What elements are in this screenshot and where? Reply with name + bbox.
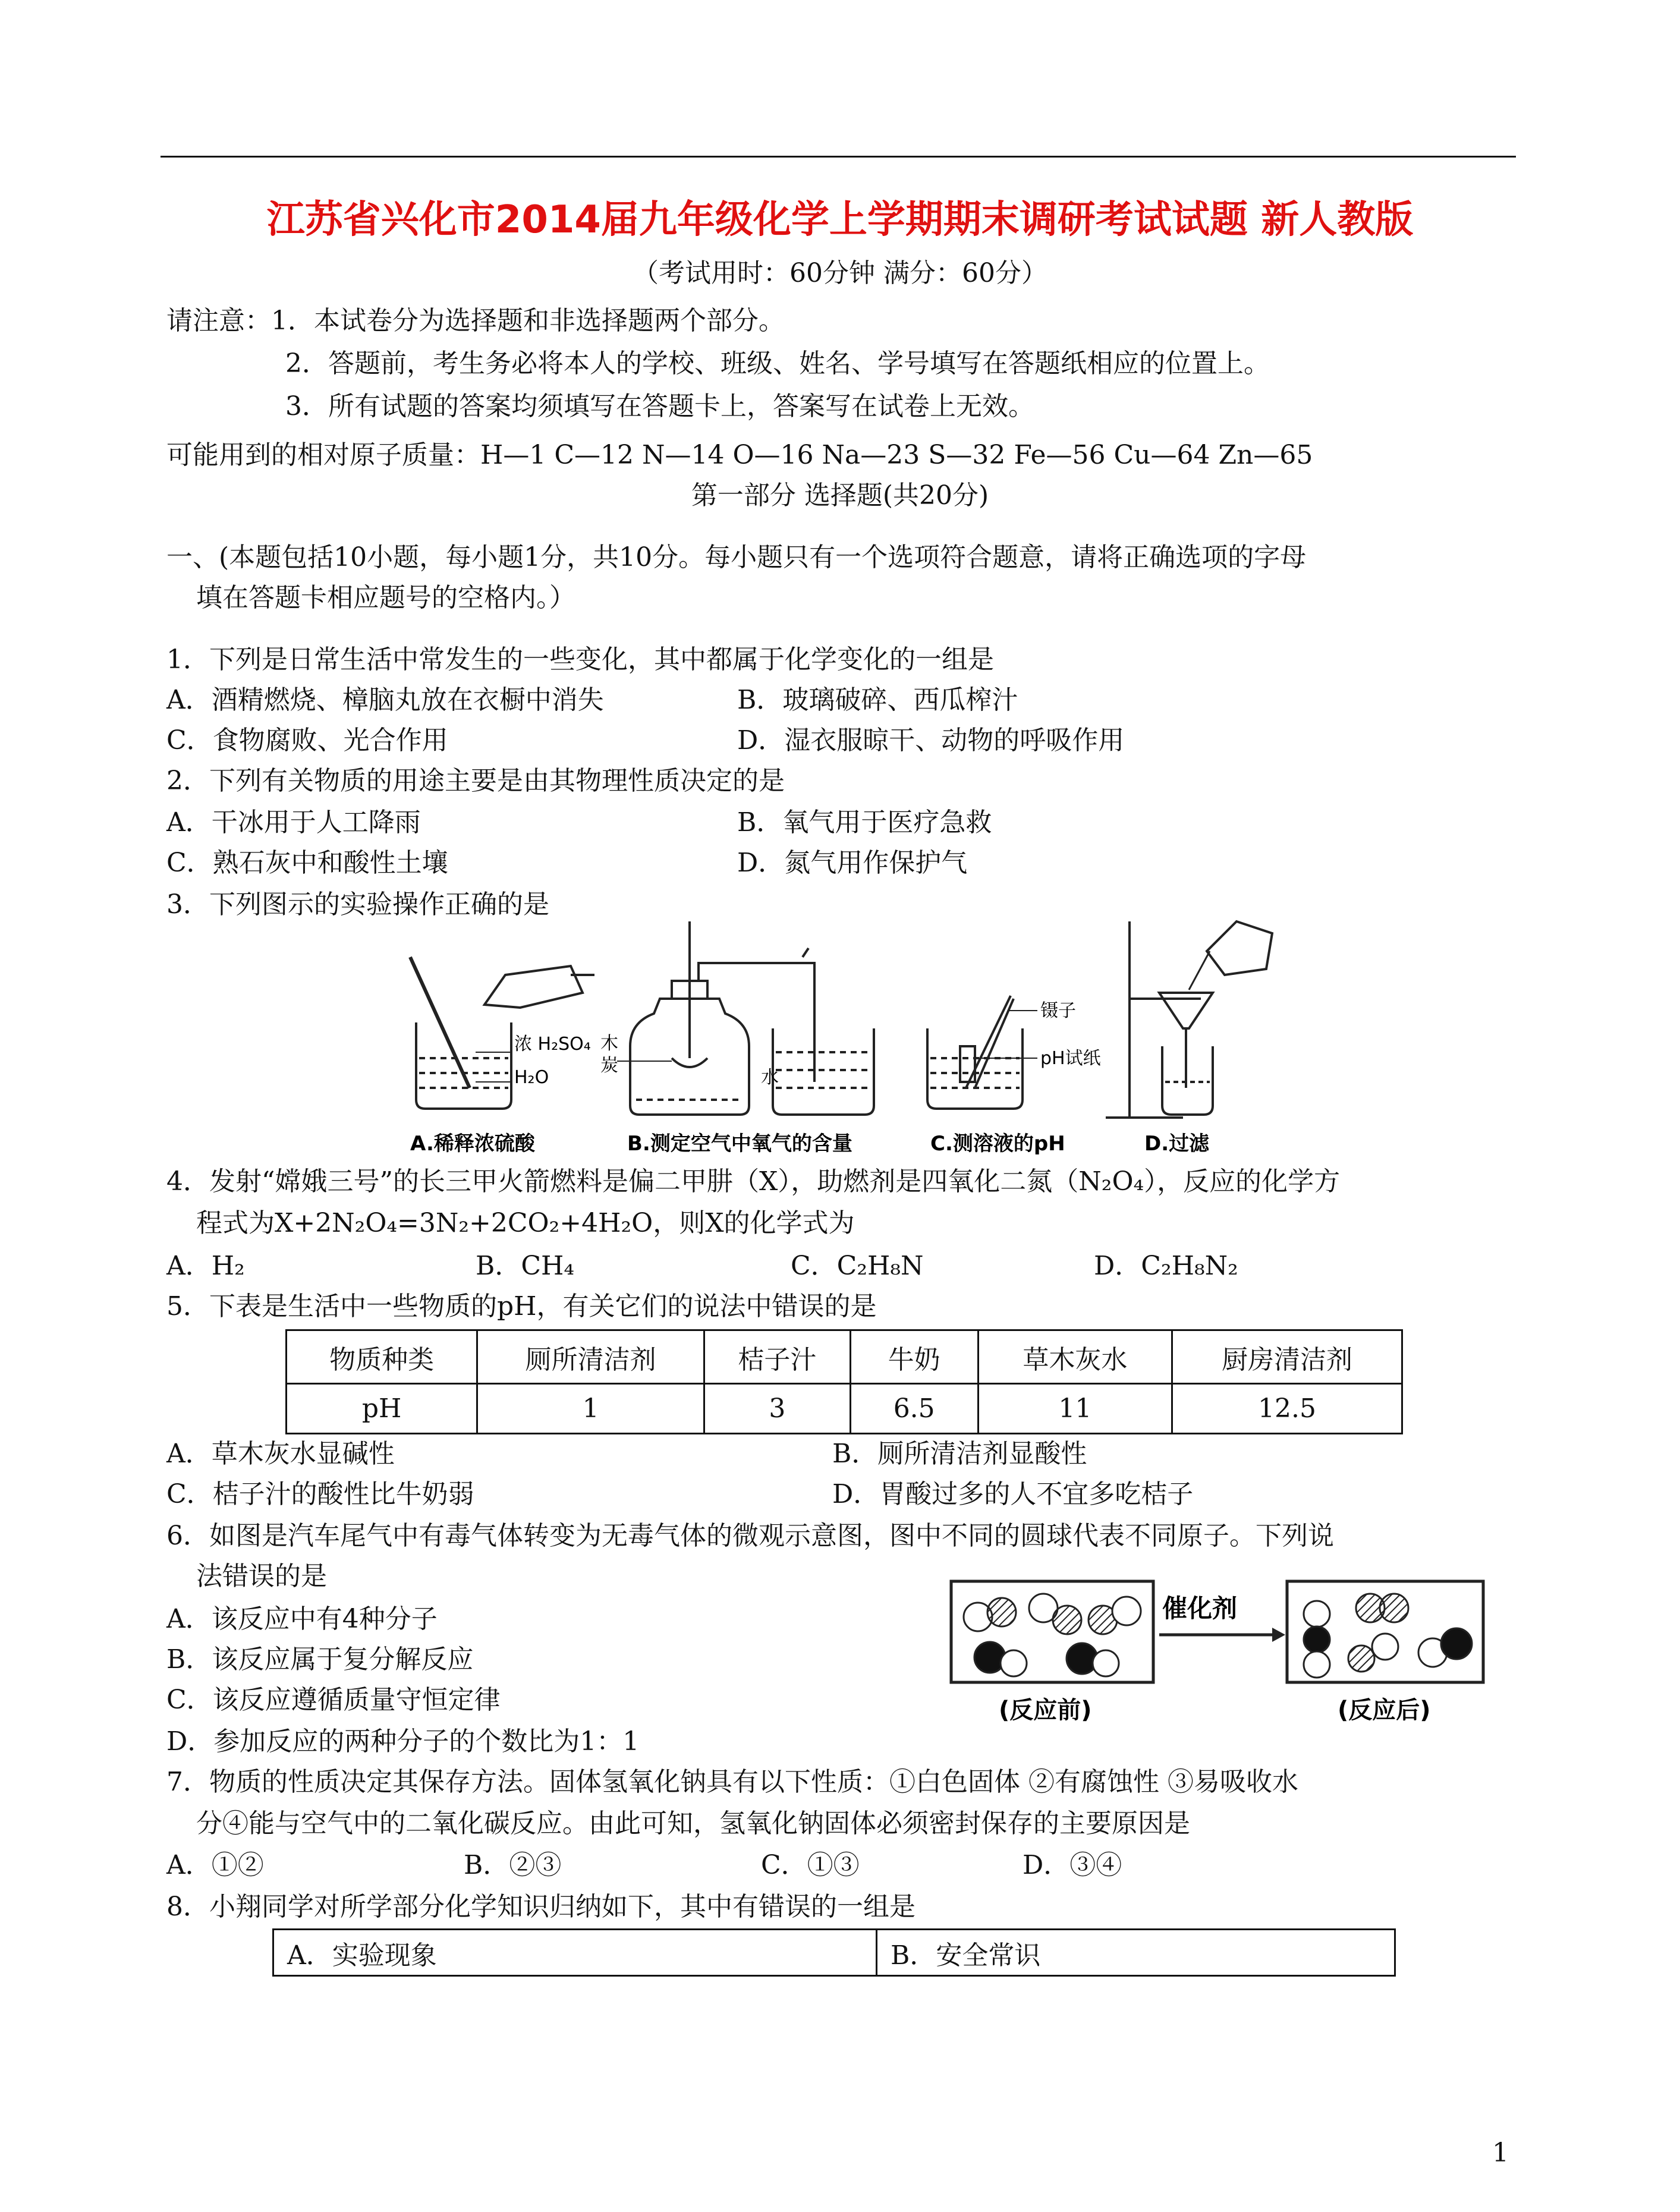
table-cell: pH (287, 1384, 477, 1434)
q6-option-c: C．该反应遵循质量守恒定律 (166, 1685, 501, 1715)
table-header-cell: 桔子汁 (704, 1330, 850, 1384)
table-header-cell: 厨房清洁剂 (1172, 1330, 1402, 1384)
notice-line-1: 请注意：1．本试卷分为选择题和非选择题两个部分。 (166, 306, 785, 336)
figure-b-label-water: 水 (761, 1067, 779, 1088)
section1-instructions-2: 填在答题卡相应题号的空格内。） (196, 583, 575, 613)
figure-c-caption: C.测溶液的pH (930, 1132, 1065, 1156)
q2-option-c: C．熟石灰中和酸性土壤 (166, 848, 448, 878)
q4-stem-line-2: 程式为X+2N₂O₄=3N₂+2CO₂+4H₂O，则X的化学式为 (196, 1208, 855, 1238)
figure-b-caption: B.测定空气中氧气的含量 (627, 1132, 852, 1156)
figure-a-label-acid: 浓 H₂SO₄ (514, 1034, 591, 1055)
q1-option-b: B．玻璃破碎、西瓜榨汁 (737, 685, 1018, 715)
q5-option-b: B．厕所清洁剂显酸性 (832, 1439, 1087, 1469)
q3-lab-figure (392, 910, 1344, 1159)
q8-summary-table (272, 1928, 1396, 1977)
q7-option-d: D．③④ (1023, 1850, 1122, 1880)
figure-b-label-charcoal-1: 木 (600, 1033, 618, 1054)
figure-d-caption: D.过滤 (1144, 1132, 1210, 1156)
table-row (287, 1330, 1402, 1384)
q4-option-a: A．H₂ (166, 1251, 245, 1281)
page-number: 1 (1492, 2138, 1509, 2168)
table-cell: 11 (978, 1384, 1172, 1434)
part1-title: 第一部分 选择题(共20分) (691, 480, 989, 511)
q6-reaction-figure (945, 1569, 1528, 1724)
q8-stem: 8．小翔同学对所学部分化学知识归纳如下，其中有错误的一组是 (166, 1892, 915, 1922)
top-rule (161, 156, 1516, 158)
atomic-masses: 可能用到的相对原子质量：H—1 C—12 N—14 O—16 Na—23 S—32 Fe—56 Cu—64 Zn—65 (166, 440, 1313, 470)
figure-c-label-tweezers: 镊子 (1040, 1000, 1076, 1021)
table-cell: 12.5 (1172, 1384, 1402, 1434)
q2-stem: 2．下列有关物质的用途主要是由其物理性质决定的是 (166, 766, 785, 796)
table-row (287, 1384, 1402, 1434)
q6-stem-line-2: 法错误的是 (196, 1561, 327, 1591)
table-cell-b: B．安全常识 (877, 1930, 1395, 1976)
table-cell: 3 (704, 1384, 850, 1434)
q6-option-d: D．参加反应的两种分子的个数比为1：1 (166, 1726, 640, 1757)
q7-option-a: A．①② (166, 1850, 264, 1880)
catalyst-label: 催化剂 (1162, 1594, 1238, 1623)
q1-option-d: D．湿衣服晾干、动物的呼吸作用 (737, 725, 1125, 756)
q7-stem-line-1: 7．物质的性质决定其保存方法。固体氢氧化钠具有以下性质：①白色固体 ②有腐蚀性 ③易吸收水 (166, 1767, 1298, 1797)
q5-option-c: C．桔子汁的酸性比牛奶弱 (166, 1479, 474, 1509)
table-cell: 6.5 (850, 1384, 978, 1434)
table-header-cell: 厕所清洁剂 (477, 1330, 704, 1384)
q6-option-b: B．该反应属于复分解反应 (166, 1644, 474, 1675)
before-label: (反应前) (999, 1697, 1092, 1724)
after-label: (反应后) (1338, 1697, 1431, 1724)
table-row (273, 1930, 1395, 1976)
q5-ph-table (285, 1329, 1403, 1434)
notice-line-2: 2．答题前，考生务必将本人的学校、班级、姓名、学号填写在答题纸相应的位置上。 (285, 348, 1270, 379)
q5-stem: 5．下表是生活中一些物质的pH，有关它们的说法中错误的是 (166, 1291, 877, 1321)
q5-option-a: A．草木灰水显碱性 (166, 1439, 395, 1469)
q4-option-b: B．CH₄ (476, 1251, 575, 1281)
exam-info: （考试用时：60分钟 满分：60分） (633, 258, 1047, 288)
q3-stem: 3．下列图示的实验操作正确的是 (166, 889, 549, 920)
section1-instructions-1: 一、(本题包括10小题，每小题1分，共10分。每小题只有一个选项符合题意，请将正确选项的字母 (166, 542, 1307, 572)
q2-option-a: A．干冰用于人工降雨 (166, 807, 421, 838)
figure-a-dilution (410, 957, 594, 1109)
q4-option-c: C．C₂H₈N (791, 1251, 924, 1281)
table-header-cell: 牛奶 (850, 1330, 978, 1384)
table-cell-a: A．实验现象 (273, 1930, 877, 1976)
figure-d-filtration (1106, 921, 1272, 1118)
q5-option-d: D．胃酸过多的人不宜多吃桔子 (832, 1479, 1194, 1509)
table-header-cell: 物质种类 (287, 1330, 477, 1384)
q7-option-b: B．②③ (464, 1850, 562, 1880)
q1-option-a: A．酒精燃烧、樟脑丸放在衣橱中消失 (166, 685, 604, 715)
figure-a-caption: A.稀释浓硫酸 (410, 1132, 535, 1156)
figure-a-label-water: H₂O (514, 1067, 549, 1088)
q6-stem-line-1: 6．如图是汽车尾气中有毒气体转变为无毒气体的微观示意图，图中不同的圆球代表不同原子。下列说 (166, 1521, 1334, 1551)
figure-b-oxygen (617, 921, 874, 1115)
q7-stem-line-2: 分④能与空气中的二氧化碳反应。由此可知，氢氧化钠固体必须密封保存的主要原因是 (196, 1808, 1190, 1839)
figure-c-ph (927, 996, 1037, 1109)
q4-stem-line-1: 4．发射“嫦娥三号”的长三甲火箭燃料是偏二甲肼（X），助燃剂是四氧化二氮（N₂O₄），反应的化学方 (166, 1166, 1341, 1197)
figure-b-label-charcoal-2: 炭 (600, 1055, 618, 1076)
page-title: 江苏省兴化市2014届九年级化学上学期期末调研考试试题 新人教版 (266, 198, 1414, 242)
q4-option-d: D．C₂H₈N₂ (1094, 1251, 1238, 1281)
q1-option-c: C．食物腐败、光合作用 (166, 725, 448, 756)
q1-stem: 1．下列是日常生活中常发生的一些变化，其中都属于化学变化的一组是 (166, 644, 994, 675)
q2-option-d: D．氮气用作保护气 (737, 848, 968, 878)
table-header-cell: 草木灰水 (978, 1330, 1172, 1384)
q7-option-c: C．①③ (761, 1850, 860, 1880)
notice-line-3: 3．所有试题的答案均须填写在答题卡上，答案写在试卷上无效。 (285, 391, 1034, 421)
table-cell: 1 (477, 1384, 704, 1434)
q6-option-a: A．该反应中有4种分子 (166, 1604, 438, 1634)
q2-option-b: B．氧气用于医疗急救 (737, 807, 992, 838)
figure-c-label-ph-paper: pH试纸 (1040, 1048, 1101, 1069)
